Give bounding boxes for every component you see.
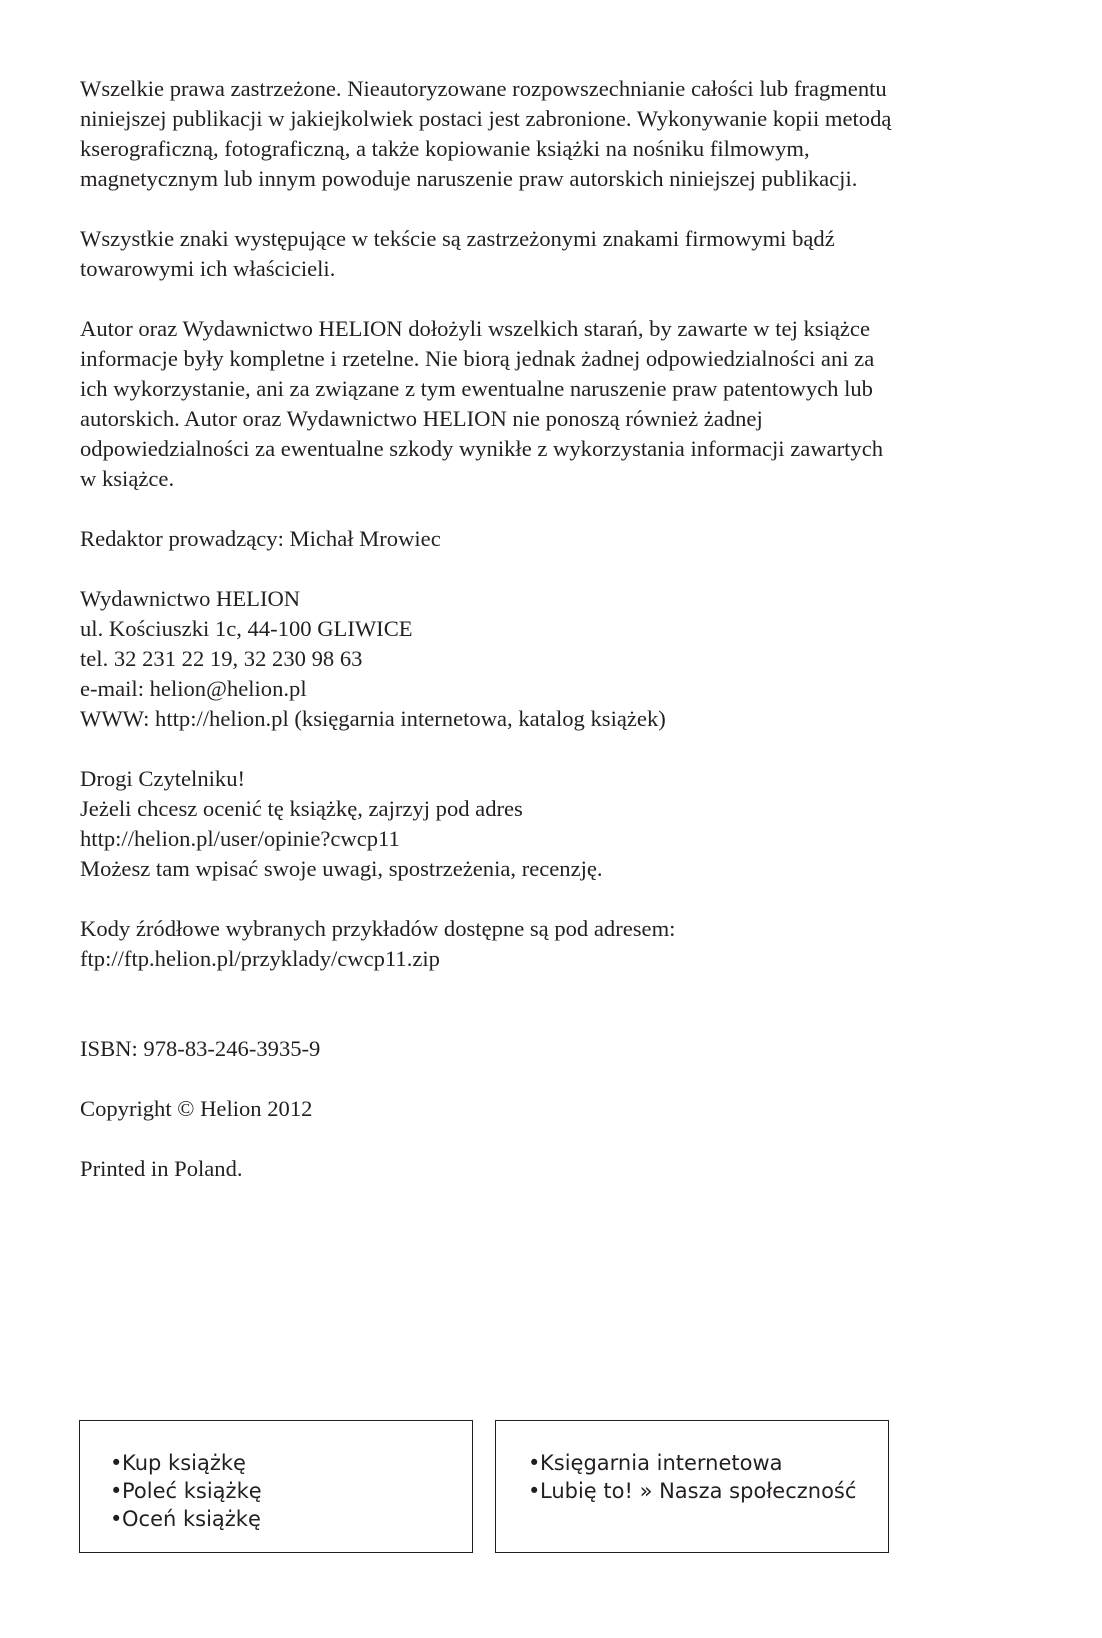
trademarks-notice-line: Wszystkie znaki występujące w tekście są zastrzeżonymi znakami firmowymi bądź <box>80 226 835 251</box>
copyright-notice-line: kserograficzną, fotograficzną, a także kopiowanie książki na nośniku filmowym, <box>80 136 810 161</box>
recommend-book-link[interactable] <box>110 1477 472 1505</box>
community-label: Lubię to! » Nasza społeczność <box>540 1479 857 1503</box>
liability-notice-line: odpowiedzialności za ewentualne szkody wynikłe z wykorzystania informacji zawartych <box>80 436 884 461</box>
bullet-icon: • <box>110 1507 123 1531</box>
liability-notice-line: Autor oraz Wydawnictwo HELION dołożyli wszelkich starań, by zawarte w tej książce <box>80 316 870 341</box>
book-actions-box <box>79 1420 473 1553</box>
copyright-notice <box>80 74 1020 194</box>
editor-credit <box>80 524 1020 554</box>
reader-note-url: http://helion.pl/user/opinie?cwcp11 <box>80 826 400 851</box>
copyright-text: Copyright © Helion 2012 <box>80 1096 313 1121</box>
liability-notice-line: ich wykorzystanie, ani za związane z tym ewentualne naruszenie praw patentowych lub <box>80 376 873 401</box>
editor-line: Redaktor prowadzący: Michał Mrowiec <box>80 526 441 551</box>
liability-notice <box>80 314 1020 494</box>
reader-note-line: Jeżeli chcesz ocenić tę książkę, zajrzyj pod adres <box>80 796 523 821</box>
publisher-phone: tel. 32 231 22 19, 32 230 98 63 <box>80 646 363 671</box>
bullet-icon: • <box>528 1451 541 1475</box>
copyright-notice-line: Wszelkie prawa zastrzeżone. Nieautoryzowane rozpowszechnianie całości lub fragmentu <box>80 76 887 101</box>
community-link[interactable] <box>528 1477 888 1505</box>
trademarks-notice <box>80 224 1020 284</box>
bullet-icon: • <box>110 1479 123 1503</box>
online-bookstore-link[interactable] <box>528 1449 888 1477</box>
rate-book-label: Oceń książkę <box>122 1507 261 1531</box>
source-code-url: ftp://ftp.helion.pl/przyklady/cwcp11.zip <box>80 946 440 971</box>
online-bookstore-label: Księgarnia internetowa <box>540 1451 783 1475</box>
isbn-line: ISBN: 978-83-246-3935-9 <box>80 1036 321 1061</box>
printed-line <box>80 1154 1020 1184</box>
publisher-address: ul. Kościuszki 1c, 44-100 GLIWICE <box>80 616 413 641</box>
liability-notice-line: informacje były kompletne i rzetelne. Nie biorą jednak żadnej odpowiedzialności ani za <box>80 346 875 371</box>
copyright-line <box>80 1094 1020 1124</box>
copyright-notice-line: magnetycznym lub innym powoduje naruszenie praw autorskich niniejszej publikacji. <box>80 166 858 191</box>
reader-greeting: Drogi Czytelniku! <box>80 766 246 791</box>
publisher-name: Wydawnictwo HELION <box>80 586 301 611</box>
buy-book-link[interactable] <box>110 1449 472 1477</box>
liability-notice-line: w książce. <box>80 466 175 491</box>
printed-text: Printed in Poland. <box>80 1156 243 1181</box>
source-code-info <box>80 914 1020 974</box>
bullet-icon: • <box>528 1479 541 1503</box>
recommend-book-label: Poleć książkę <box>122 1479 262 1503</box>
reader-note <box>80 764 1020 884</box>
buy-book-label: Kup książkę <box>122 1451 246 1475</box>
publisher-info <box>80 584 1020 734</box>
publisher-www: WWW: http://helion.pl (księgarnia internetowa, katalog książek) <box>80 706 666 731</box>
page-content <box>80 74 1020 1214</box>
rate-book-link[interactable] <box>110 1505 472 1533</box>
spacer <box>80 1004 1020 1034</box>
isbn <box>80 1034 1020 1064</box>
publisher-email: e-mail: helion@helion.pl <box>80 676 307 701</box>
source-code-line: Kody źródłowe wybranych przykładów dostępne są pod adresem: <box>80 916 676 941</box>
trademarks-notice-line: towarowymi ich właścicieli. <box>80 256 336 281</box>
copyright-notice-line: niniejszej publikacji w jakiejkolwiek postaci jest zabronione. Wykonywanie kopii metodą <box>80 106 892 131</box>
bullet-icon: • <box>110 1451 123 1475</box>
liability-notice-line: autorskich. Autor oraz Wydawnictwo HELION nie ponoszą również żadnej <box>80 406 763 431</box>
community-box <box>495 1420 889 1553</box>
reader-note-line: Możesz tam wpisać swoje uwagi, spostrzeżenia, recenzję. <box>80 856 603 881</box>
